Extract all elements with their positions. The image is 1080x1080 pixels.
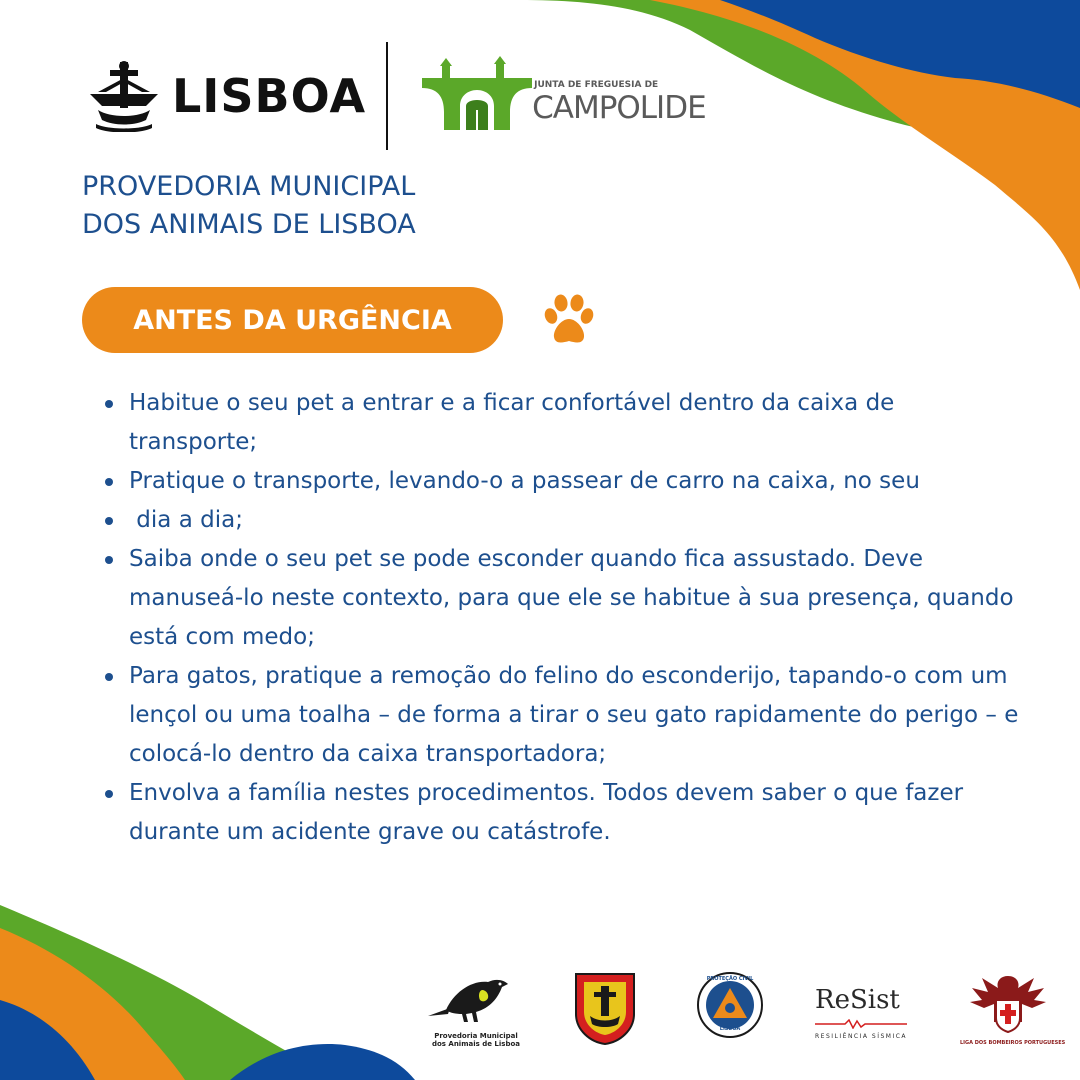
provedoria-label-line2: dos Animais de Lisboa — [431, 1040, 520, 1048]
resist-wordmark: ReSist — [815, 985, 900, 1015]
protecao-civil-logo — [695, 970, 765, 1040]
campolide-subtitle: JUNTA DE FREGUESIA DE — [534, 80, 659, 90]
tips-list — [100, 384, 1020, 852]
provedoria-logo — [426, 970, 526, 1048]
campolide-arch-icon — [422, 56, 532, 136]
list-item: Saiba onde o seu pet se pode esconder quando fica assustado. Deve manuseá-lo neste contexto, para que ele se habitue à sua presença, quando está com medo; — [100, 540, 1020, 657]
org-title-line1: PROVEDORIA MUNICIPAL — [82, 171, 416, 202]
seismic-wave-icon — [815, 1019, 907, 1029]
crow-icon — [426, 970, 526, 1026]
list-item: Envolva a família nestes procedimentos. Todos devem saber o que fazer durante um acidente grave ou catástrofe. — [100, 774, 1020, 852]
list-item: Habitue o seu pet a entrar e a ficar confortável dentro da caixa de transporte; — [100, 384, 1020, 462]
org-title-line2: DOS ANIMAIS DE LISBOA — [82, 209, 416, 240]
partner-logos — [420, 970, 1066, 1060]
lisboa-wordmark: LISBOA — [172, 69, 367, 123]
list-item: dia a dia; — [100, 501, 1020, 540]
protecao-civil-label: PROTEÇÃO CIVIL — [706, 976, 754, 982]
lisboa-logo — [86, 60, 366, 132]
logo-divider — [386, 42, 388, 150]
protecao-civil-city: LISBOA — [719, 1026, 741, 1032]
liga-bombeiros-label: LIGA DOS BOMBEIROS PORTUGUESES — [960, 1040, 1066, 1046]
sapadores-shield-logo — [574, 970, 636, 1046]
list-item: Pratique o transporte, levando-o a passear de carro na caixa, no seu — [100, 462, 1020, 501]
paw-icon — [541, 292, 597, 348]
resist-logo — [815, 986, 915, 1040]
eagle-crest-icon — [960, 970, 1056, 1036]
campolide-wordmark: CAMPOLIDE — [532, 90, 706, 126]
section-heading: ANTES DA URGÊNCIA — [133, 304, 452, 336]
provedoria-label-line1: Provedoria Municipal — [434, 1032, 518, 1040]
list-item: Para gatos, pratique a remoção do felino do esconderijo, tapando-o com um lençol ou uma toalha – de forma a tirar o seu gato rapidamente do perigo – e colocá-lo dentro da caixa transportadora; — [100, 657, 1020, 774]
section-heading-pill — [82, 287, 503, 353]
resist-subtitle: RESILIÊNCIA SÍSMICA — [815, 1033, 908, 1040]
liga-bombeiros-logo — [960, 970, 1066, 1046]
org-title — [82, 168, 416, 244]
lisboa-crest-icon — [86, 60, 162, 132]
header-logos — [86, 40, 712, 152]
campolide-logo — [422, 56, 712, 136]
